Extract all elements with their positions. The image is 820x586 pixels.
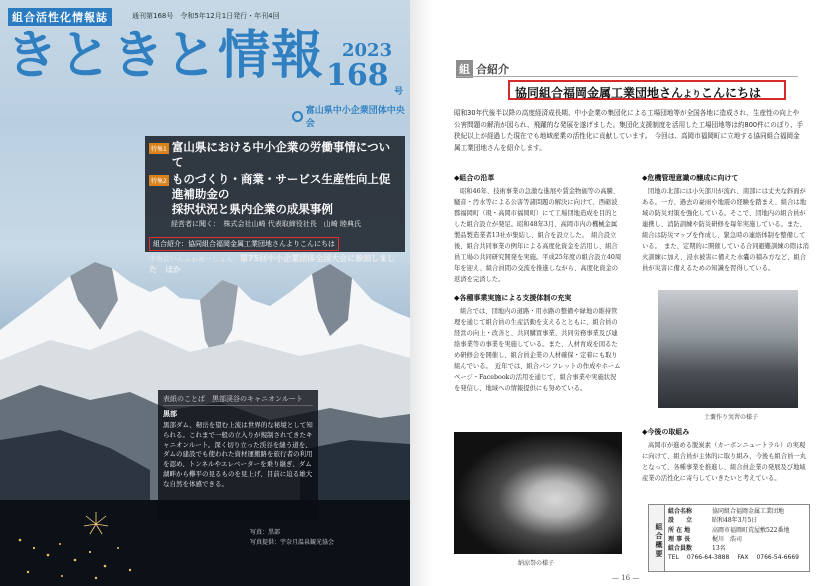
section-body: 昭和46年、技術事業の急激な進展や賃金物価等の高騰、騒音・汚水等による公害等諸問題の解決に向けて、西砺波郡福岡町（現・高岡市福岡町）にて工場団地造成を目的とした組合設立が発足。昭和48年3月、高岡市内の機械金属製品製造業者13社が集結し、組合を設立した。 組合設立後、組合共同事業の例年による高度化資金を活用し、組合員工場の共同研究開発を実施。平成25年度の組合設立40周年を迎え、組合員間の交流を推進しながら、高度化資金の返済を完済した。 (454, 188, 622, 284)
toc-footer-text: 第75回中小企業団体全国大会に参加しました ほか (149, 253, 396, 274)
toc-headline: 採択状況と県内企業の成果事例 (171, 201, 333, 216)
fax-label: FAX (737, 554, 749, 562)
cover-title: きときと情報 (6, 26, 325, 86)
tel-label: TEL (668, 554, 679, 562)
article-section (454, 292, 622, 394)
section-body: 団地の北部には小矢部川が流れ、南部には丈夫な斜面がある。一方、過去の豪雨や地震の経験を踏まえ、組合は地域の防災対策を強化している。そこで、団地内の組合員が連携し、消防訓練や防災研修を毎年実施している。また、組合は防災マップを作成し、緊急時の連絡体制を整備している。 また、定期的に開催している合同避難訓練の際は消火訓練に加え、浸水被害に備えた水嚢の積み方など、組合員が災害に備えるための知識を習得している。 (642, 188, 809, 273)
section-tag-box: 組 (456, 60, 473, 78)
photo-credit-line: 写真：黒部 (250, 529, 281, 536)
profile-label: 組合概要 (649, 505, 665, 571)
article-lead: 昭和30年代後半以降の高度経済成長期、中小企業の集団化による工場団地等が全国各地に造成され、生産性の向上や公害問題の解消が図られ、飛躍的な発展を遂げました。集団化支援制度を活用した工場団地等は約800件にのぼり、手狭紀以上が経過した現在でも地域産業の活性化に貢献しています。 今回は、高岡市福岡町に立地する協同組合福岡金属工業団地さんを紹介します。 (454, 109, 804, 152)
article-title-small: より (683, 90, 702, 100)
festival-photo (454, 432, 622, 554)
cover-photo-caption (158, 390, 318, 520)
page-fold (410, 0, 432, 586)
profile-row (668, 535, 806, 544)
page-number: — 16 — (612, 574, 640, 582)
feature-tag: 特集1 (149, 143, 169, 154)
profile-value: 昭和48年3月5日 (712, 517, 758, 525)
profile-value: 13名 (712, 545, 726, 553)
table-of-contents (145, 136, 405, 274)
article-page (432, 0, 820, 586)
section-body: 高岡市が進める脱炭素（カーボンニュートラル）の実現に向けて、組合員が主体的に取り組み、今後も組合員一丸となって、各種事業を推進し、組合員企業の発展及び地域産業の活性化に寄与していきたいと考えている。 (642, 442, 806, 483)
article-section (642, 426, 810, 484)
profile-key: 理 事 長 (668, 535, 691, 543)
profile-row (668, 544, 806, 553)
toc-headline: ものづくり・商業・サービス生産性向上促進補助金の (171, 171, 391, 201)
cover-year: 2023 (342, 40, 393, 61)
series-label: 組合活性化情報誌 (8, 8, 112, 26)
feature-tag: 特集2 (149, 175, 169, 186)
fax-number: 0766-54-6669 (756, 554, 799, 562)
toc-highlighted-item: 組合紹介：協同組合福岡金属工業団地さんよりこんにちは (149, 237, 339, 251)
caption-title: 表紙のことば 黒部渓谷のキャニオンルート (163, 394, 313, 406)
profile-key: 組合員数 (668, 545, 693, 553)
profile-key: 所 在 地 (668, 526, 691, 534)
profile-table (665, 505, 809, 571)
profile-value: 高岡市福岡町荒屋敷522番地 (712, 526, 790, 534)
article-title (508, 80, 786, 100)
article-section (642, 172, 810, 274)
profile-value: 梶川 浩司 (712, 535, 743, 543)
profile-key: 設 立 (668, 517, 693, 525)
profile-contact (668, 553, 806, 562)
section-body: 組合では、団地内の道路・用水路の整備や緑地の維持管理を通じて組合員の生産活動を支えるとともに、組合員の経営の向上・改善と、共同購買事業、共同労務事業及び連絡事業等の事業を実施している。また、人材育成を図るため研修会を開催し、組合員企業の人材確保・定着にも取り組んでいる。 近年では、組合パンフレットの作成やホームページ・Facebookの活用を通じて、組合事業や実施状況を発信し、地域への情報提供にも努めている。 (454, 308, 621, 393)
publisher-logo-icon (292, 111, 303, 122)
toc-footer-prefix: 中央会いんふぉめーしょん： (149, 254, 240, 263)
toc-headline: 富山県における中小企業の労働事情について (171, 140, 391, 169)
profile-row (668, 516, 806, 525)
article-title-main: 協同組合福岡金属工業団地さん (515, 86, 684, 100)
article-section (454, 172, 622, 285)
profile-key: 組合名称 (668, 508, 693, 515)
profile-value: 協同組合福岡金属工業団地 (712, 508, 785, 515)
cover-issue-suffix: 号 (394, 87, 404, 97)
toc-footer (149, 253, 401, 275)
profile-row (668, 507, 806, 516)
publisher (292, 103, 410, 129)
cover-issue-number: 168 (326, 58, 389, 93)
tel-number: 0766-64-3888 (686, 554, 730, 562)
profile-row (668, 526, 806, 535)
issue-meta: 通刊第168号 令和5年12月1日発行・年刊4回 (132, 12, 280, 20)
photo-credit (250, 528, 334, 547)
section-heading: ◆組合の沿革 (454, 174, 495, 182)
training-photo (658, 290, 798, 408)
toc-item (149, 140, 401, 170)
section-heading: ◆危機管理意識の醸成に向けて (642, 174, 739, 182)
article-title-tail: こんにちは (701, 86, 762, 100)
photo-caption: 土嚢作り実習の様子 (704, 414, 759, 421)
caption-text: 黒部ダム、剱岳を望む上流は世界的な秘境として知られる。これまで一般の立入りが規制されてきたキャニオンルート。深く切り立った渓谷を縫う道を、ダムの建設でも使われた資材運搬路を旅行者の利用を認め、トンネルやエレベーターを乗り継ぎ、ダム湖畔から欅平の見るものを見上げ、目前に迫る雄大な自然を体感できる。 (163, 421, 313, 488)
section-tag-label: 合紹介 (476, 63, 509, 76)
publisher-name: 富山県中小企業団体中央会 (305, 106, 405, 129)
toc-interview: 経営者に聞く： 株式会社山崎 代表取締役社長 山崎 睦典氏 (171, 219, 361, 228)
caption-subtitle: 黒部 (163, 409, 177, 418)
section-heading: ◆今後の取組み (642, 428, 690, 436)
association-profile (648, 504, 810, 572)
section-divider (456, 76, 798, 77)
section-heading: ◆各種事業実施による支援体制の充実 (454, 294, 572, 302)
toc-item (149, 172, 401, 217)
photo-credit-line: 写真提供：宇奈月温泉観光協会 (250, 538, 335, 546)
photo-caption: 納涼祭の様子 (518, 560, 555, 567)
